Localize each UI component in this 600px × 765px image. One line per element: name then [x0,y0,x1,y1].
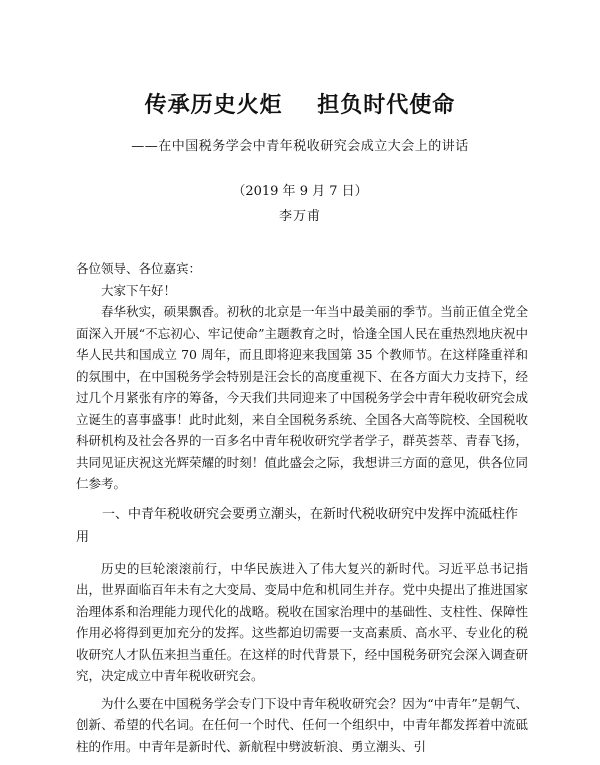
salutation-line: 各位领导、各位嘉宾： [76,261,202,276]
speech-author: 李万甫 [278,209,321,224]
speech-body [76,258,528,757]
speech-subtitle: ——在中国税务学会中青年税收研究会成立大会上的讲话 [131,139,469,154]
speech-date: （2019 年 9 月 7 日） [232,184,368,199]
paragraph-3: 为什么要在中国税务学会专门下设中青年税收研究会？因为“中青年”是朝气、创新、希望的代名词。在任何一个时代、任何一个组织中，中青年都发挥着中流砥柱的作用。中青年是新时代、新航程中劈波斩浪、勇立潮头、引 [76,695,528,754]
section-heading-1: 一、中青年税收研究会要勇立潮头，在新时代税收研究中发挥中流砥柱作用 [76,506,519,545]
speech-title: 传承历史火炬 担负时代使命 [144,93,456,118]
greeting-line: 大家下午好！ [101,282,177,298]
paragraph-2: 历史的巨轮滚滚前行，中华民族进入了伟大复兴的新时代。习近平总书记指出，世界面临百年未有之大变局、变局中危和机同生并存。党中央提出了推进国家治理体系和治理能力现代化的战略。税收在国家治理中的基础性、支柱性、保障性作用必将得到更加充分的发挥。这些都迫切需要一支高素质、高水平、专业化的税收研究人才队伍来担当重任。在这样的时代背景下，经中国税务研究会深入调查研究，决定成立中青年税收研究会。 [76,560,528,683]
paragraph-1: 春华秋实，硕果飘香。初秋的北京是一年当中最美丽的季节。当前正值全党全面深入开展“不忘初心、牢记使命”主题教育之时，恰逢全国人民在重热烈地庆祝中华人民共和国成立 70 周年，而且即将迎来我国第 35 个教师节。在这样隆重祥和的氛围中，在中国税务学会特别是汪会长的高度重视下、在各方面大力支持下，经过几个月紧张有序的筹备，今天我们共同迎来了中国税务学会中青年税收研究会成立诞生的喜事盛事！此时此刻，来自全国税务系统、全国各大高等院校、全国税收科研机构及社会各界的一百多名中青年税收研究学者学子，群英荟萃、青春飞扬，共同见证庆祝这光辉荣耀的时刻！值此盛会之际，我想讲三方面的意见，供各位同仁参考。 [76,304,528,491]
